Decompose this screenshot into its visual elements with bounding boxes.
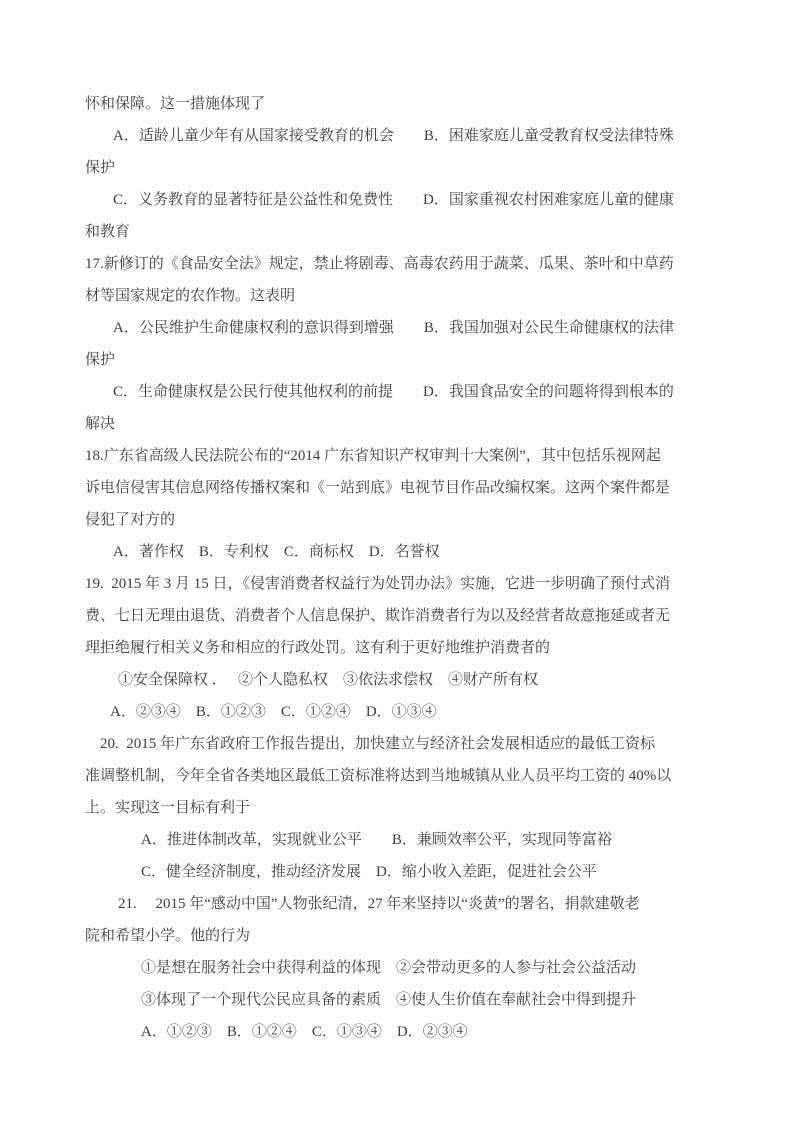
text-line: A．著作权 B．专利权 C．商标权 D．名誉权: [113, 544, 440, 560]
text-line: 侵犯了对方的: [85, 512, 176, 528]
text-line: 和教育: [85, 224, 131, 240]
text-line: C．生命健康权是公民行使其他权利的前提 D．我国食品安全的问题将得到根本的: [113, 384, 674, 400]
text-line: 材等国家规定的农作物。这表明: [85, 288, 296, 304]
text-line: ①安全保障权 ． ②个人隐私权 ③依法求偿权 ④财产所有权: [118, 672, 539, 688]
text-line: 诉电信侵害其信息网络传播权案和《一站到底》电视节目作品改编权案。这两个案件都是: [85, 480, 671, 496]
text-line: A．①②③ B．①②④ C．①③④ D．②③④: [141, 1024, 468, 1040]
text-line: 保护: [85, 160, 116, 176]
text-line: A．公民维护生命健康权利的意识得到增强 B．我国加强对公民生命健康权的法律: [113, 320, 674, 336]
text-line: A．推进体制改革，实现就业公平 B．兼顾效率公平，实现同等富裕: [141, 832, 612, 848]
text-line: 18.广东省高级人民法院公布的“2014 广东省知识产权审判十大案例”，其中包括乐视网起: [85, 448, 661, 464]
text-line: A．②③④ B．①②③ C．①②④ D．①③④: [110, 704, 437, 720]
text-line: 21. 2015 年“感动中国”人物张纪清，27 年来坚持以“炎黄”的署名，捐款建敬老: [118, 896, 640, 912]
text-line: ①是想在服务社会中获得利益的体现 ②会带动更多的人参与社会公益活动: [141, 960, 637, 976]
text-line: 解决: [85, 416, 116, 432]
text-line: C．健全经济制度，推动经济发展 D．缩小收入差距，促进社会公平: [141, 864, 597, 880]
text-line: 院和希望小学。他的行为: [85, 928, 251, 944]
text-line: 理拒绝履行相关义务和相应的行政处罚。这有利于更好地维护消费者的: [85, 640, 551, 656]
text-line: 上。实现这一目标有利于: [85, 800, 251, 816]
text-line: ③体现了一个现代公民应具备的素质 ④使人生价值在奉献社会中得到提升: [141, 992, 637, 1008]
text-line: C．义务教育的显著特征是公益性和免费性 D．国家重视农村困难家庭儿童的健康: [113, 192, 674, 208]
text-line: A．适龄儿童少年有从国家接受教育的机会 B．困难家庭儿童受教育权受法律特殊: [113, 128, 674, 144]
text-line: 怀和保障。这一措施体现了: [85, 96, 266, 112]
text-line: 准调整机制，今年全省各类地区最低工资标准将达到当地城镇从业人员平均工资的 40%以: [85, 768, 672, 784]
text-line: 费、七日无理由退货、消费者个人信息保护、欺诈消费者行为以及经营者故意拖延或者无: [85, 608, 671, 624]
text-line: 17.新修订的《食品安全法》规定，禁止将剧毒、高毒农药用于蔬菜、瓜果、茶叶和中草药: [85, 256, 674, 272]
text-line: 19. 2015 年 3 月 15 日，《侵害消费者权益行为处罚办法》实施，它进一步明确了预付式消: [85, 576, 671, 592]
text-line: 20. 2015 年广东省政府工作报告提出，加快建立与经济社会发展相适应的最低工资标: [100, 736, 656, 752]
text-line: 保护: [85, 352, 116, 368]
